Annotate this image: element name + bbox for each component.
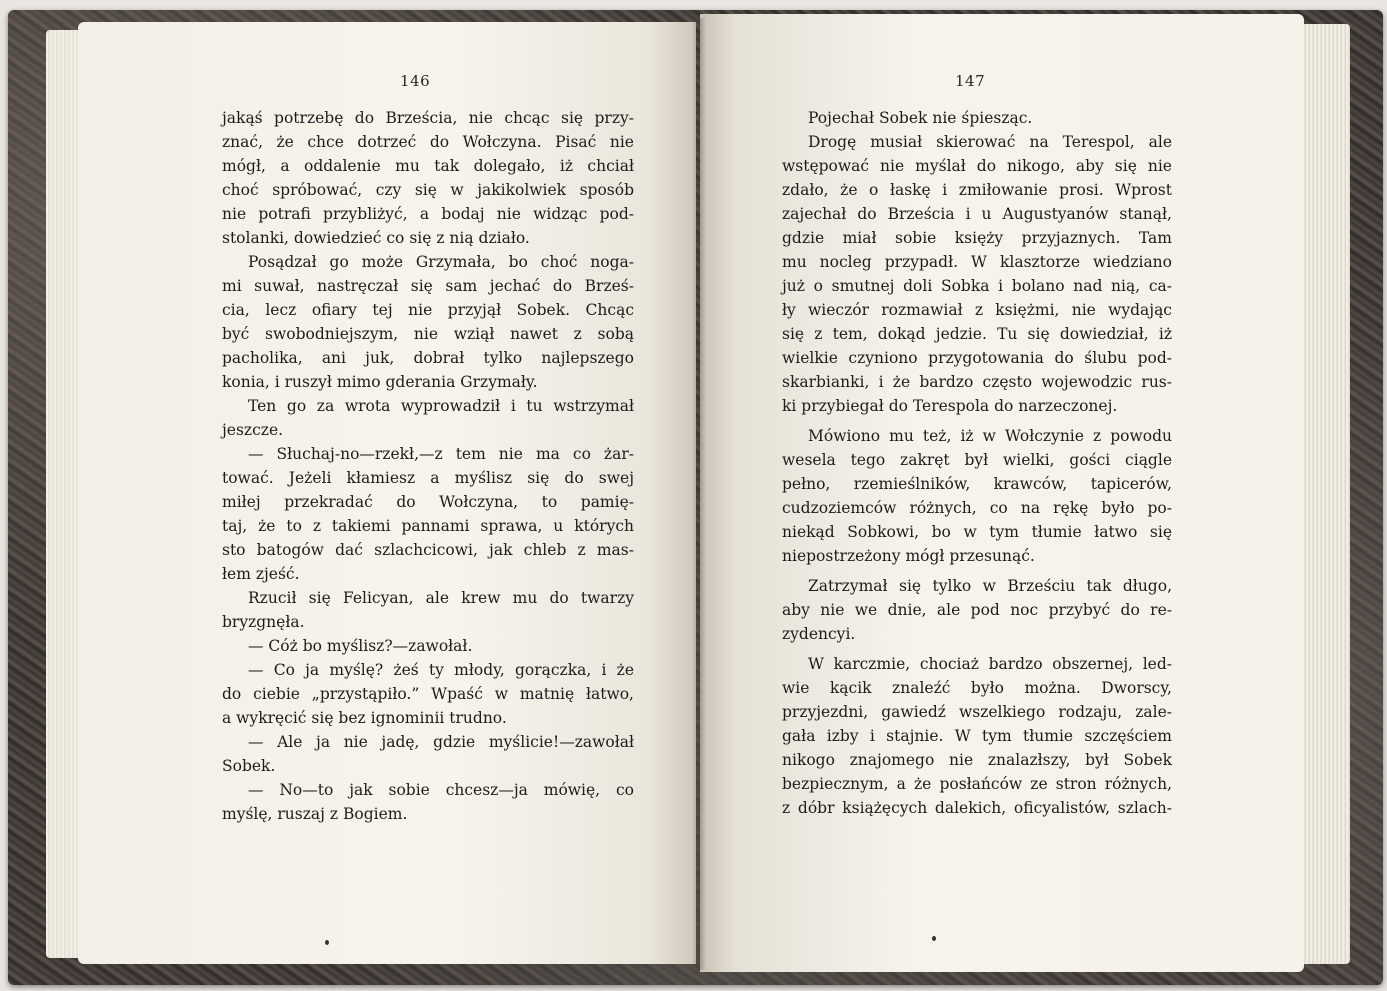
text-line: tować. Jeżeli kłamiesz a myślisz się do swej [222, 469, 634, 487]
right-page-text [782, 106, 1172, 820]
page-number: 146 [400, 72, 431, 90]
text-line: znać, że chce dotrzeć do Wołczyna. Pisać nie [222, 133, 634, 151]
left-page [78, 22, 696, 964]
text-line: miłej przekradać do Wołczyna, to pamię- [222, 493, 634, 511]
text-line: skarbianki, i że bardzo często wojewodzic rus- [782, 373, 1172, 391]
text-line: wesela tego zakręt był wielki, gości ciągle [782, 451, 1172, 469]
text-line: niepostrzeżony mógł przesunąć. [782, 547, 1035, 565]
text-line: Pojechał Sobek nie śpiesząc. [808, 109, 1033, 127]
page-number: 147 [955, 72, 986, 90]
text-line: cia, lecz ofiary tej nie przyjął Sobek. Chcąc [222, 301, 634, 319]
text-line: być swobodniejszym, nie wziął nawet z sobą [222, 325, 634, 343]
text-line: Sobek. [222, 757, 276, 775]
text-line: zdało, że o łaskę i zmiłowanie prosi. Wprost [782, 181, 1172, 199]
text-line: gdzie miał sobie księży przyjaznych. Tam [782, 229, 1172, 247]
text-line: Rzucił się Felicyan, ale krew mu do twarzy [248, 589, 634, 607]
text-line: mi suwał, nastręczał się sam jechać do Brześ- [222, 277, 634, 295]
book-gutter [692, 18, 706, 970]
text-line: — No—to jak sobie chcesz—ja mówię, co [248, 781, 634, 799]
text-line: jakąś potrzebę do Brześcia, nie chcąc się przy- [222, 109, 634, 127]
text-line: — Co ja myślę? żeś ty młody, gorączka, i że [248, 661, 634, 679]
text-line: Zatrzymał się tylko w Brześciu tak długo, [808, 577, 1172, 595]
ink-speck [932, 936, 936, 941]
text-line: pełno, rzemieślników, krawców, tapicerów, [782, 475, 1172, 493]
left-page-text [222, 106, 634, 826]
text-line: — Ale ja nie jadę, gdzie myślicie!—zawołał [248, 733, 634, 751]
text-line: wielkie czyniono przygotowania do ślubu pod- [782, 349, 1172, 367]
text-line: zydencyi. [782, 625, 856, 643]
text-line: — Cóż bo myślisz?—zawołał. [248, 637, 473, 655]
text-line: sto batogów dać szlachcicowi, jak chleb z mas- [222, 541, 634, 559]
text-line: a wykręcić się bez ignominii trudno. [222, 709, 507, 727]
text-line: się z tem, dokąd jedzie. Tu się dowiedział, iż [782, 325, 1172, 343]
text-line: Ten go za wrota wyprowadził i tu wstrzymał [248, 397, 634, 415]
text-line: z dóbr książęcych dalekich, oficyalistów, szlach- [782, 799, 1172, 817]
text-line: mógł, a oddalenie mu tak dolegało, iż chciał [222, 157, 634, 175]
text-line: — Słuchaj-no—rzekł,—z tem nie ma co żar- [248, 445, 634, 463]
text-line: mu nocleg przypadł. W klasztorze wiedziano [782, 253, 1172, 271]
text-line: Posądzał go może Grzymała, bo choć noga- [248, 253, 634, 271]
text-line: ki przybiegał do Terespola do narzeczonej. [782, 397, 1118, 415]
text-line: niekąd Sobkowi, bo w tym tłumie łatwo się [782, 523, 1172, 541]
text-line: Drogę musiał skierować na Terespol, ale [808, 133, 1172, 151]
text-line: stolanki, dowiedzieć co się z nią działo. [222, 229, 530, 247]
text-line: ły wieczór rozmawiał z księżmi, nie wydając [782, 301, 1172, 319]
text-line: konia, i ruszył mimo gderania Grzymały. [222, 373, 538, 391]
text-line: wie kącik znaleźć było można. Dworscy, [782, 679, 1172, 697]
right-page [700, 14, 1304, 972]
text-line: jeszcze. [222, 421, 284, 439]
text-line: przyjezdni, gawiedź wszelkiego rodzaju, zale- [782, 703, 1172, 721]
page-edges-right [1296, 24, 1350, 964]
text-line: do ciebie „przystąpiło.” Wpaść w matnię łatwo, [222, 685, 634, 703]
text-line: bezpiecznym, a że posłańców ze stron różnych, [782, 775, 1172, 793]
text-line: aby nie we dnie, ale pod noc przybyć do re- [782, 601, 1172, 619]
text-line: W karczmie, chociaż bardzo obszernej, led- [808, 655, 1172, 673]
text-line: bryzgnęła. [222, 613, 305, 631]
text-line: nie potrafi przybliżyć, a bodaj nie widząc pod- [222, 205, 634, 223]
text-line: wstępować nie myślał do nikogo, aby się nie [782, 157, 1172, 175]
text-line: już o smutnej doli Sobka i bolano nad nią, ca- [782, 277, 1172, 295]
text-line: nikogo znajomego nie znalazłszy, był Sobek [782, 751, 1172, 769]
text-line: łem zjeść. [222, 565, 300, 583]
text-line: Mówiono mu też, iż w Wołczynie z powodu [808, 427, 1172, 445]
text-line: cudzoziemców różnych, co na rękę było po- [782, 499, 1172, 517]
text-line: gała izby i stajnie. W tym tłumie szczęściem [782, 727, 1172, 745]
text-line: choć spróbować, czy się w jakikolwiek sposób [222, 181, 634, 199]
text-line: myślę, ruszaj z Bogiem. [222, 805, 408, 823]
text-line: taj, że to z takiemi pannami sprawa, u których [222, 517, 634, 535]
text-line: zajechał do Brześcia i u Augustyanów stanął, [782, 205, 1172, 223]
text-line: pacholika, ani juk, dobrał tylko najlepszego [222, 349, 634, 367]
ink-speck [325, 940, 329, 945]
